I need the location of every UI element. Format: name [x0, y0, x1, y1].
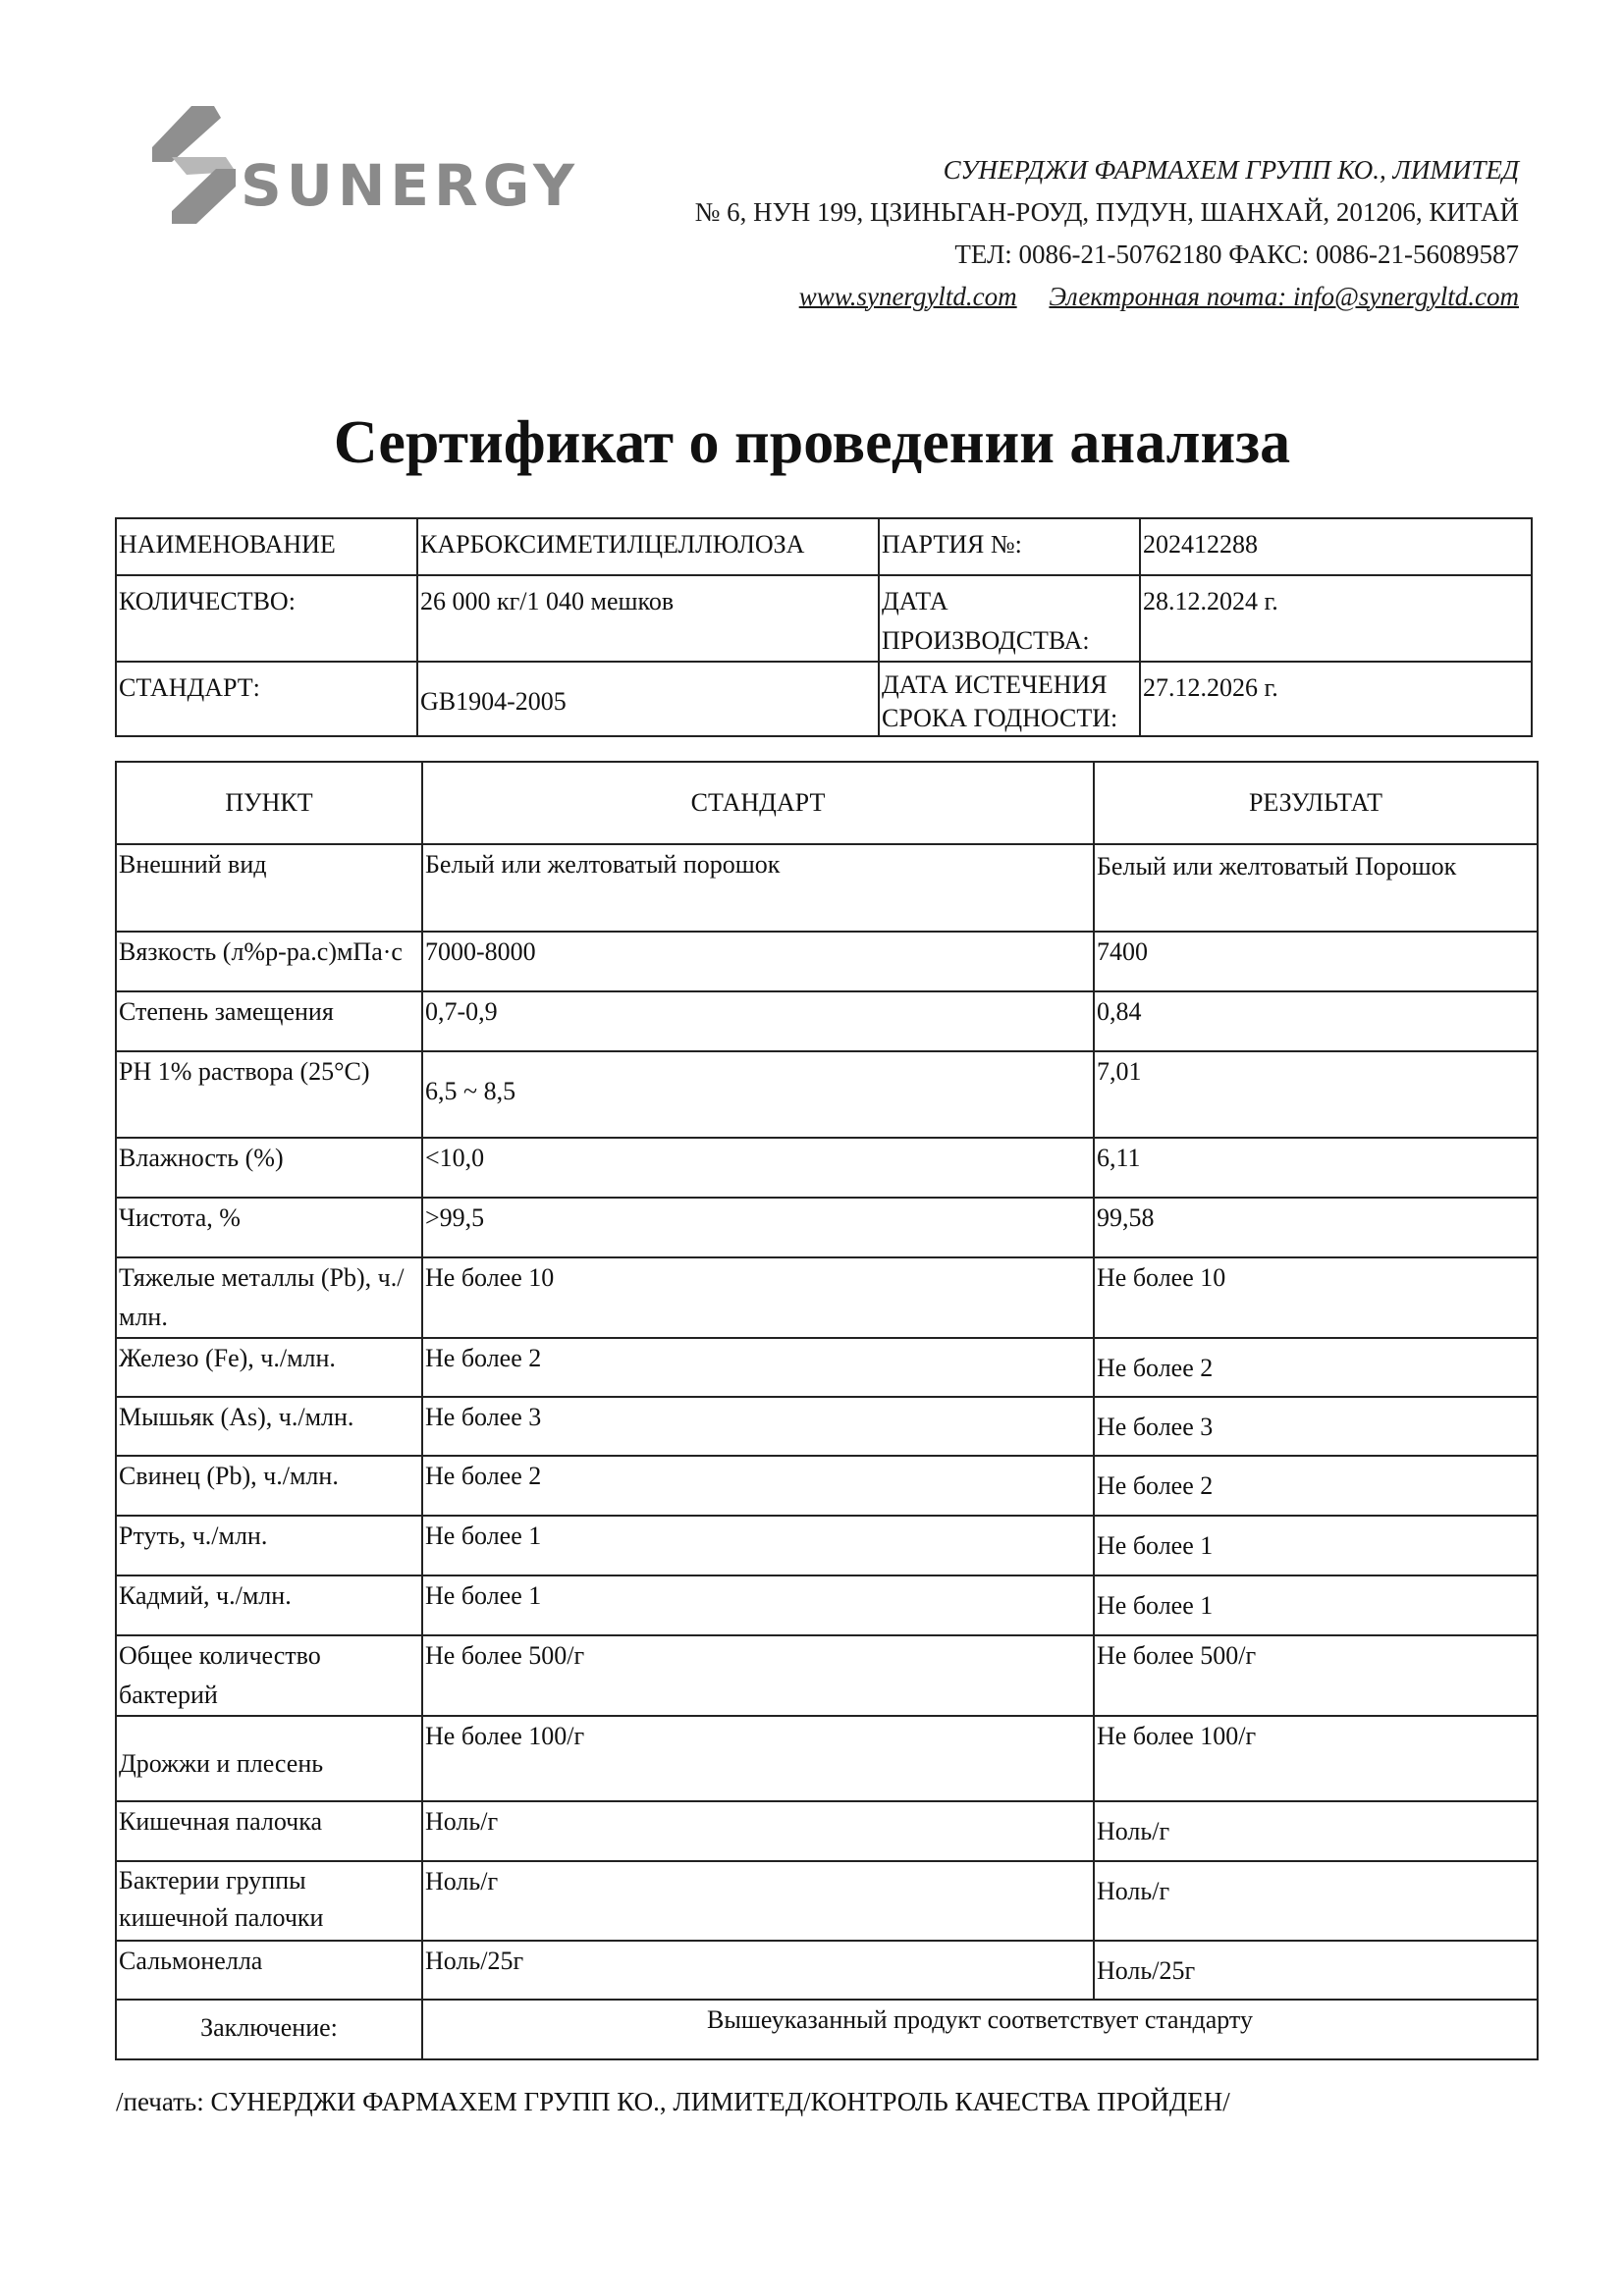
result-cell: Не более 1: [1094, 1575, 1538, 1635]
value-production-date: 28.12.2024 г.: [1140, 575, 1532, 662]
item-cell: Общее количество бактерий: [116, 1635, 422, 1716]
product-info-table: [115, 517, 1533, 737]
item-cell: Свинец (Pb), ч./млн.: [116, 1456, 422, 1516]
result-cell: Ноль/25г: [1094, 1941, 1538, 2000]
label-production-date: ДАТА ПРОИЗВОДСТВА:: [879, 575, 1140, 662]
label-quantity: КОЛИЧЕСТВО:: [116, 575, 417, 662]
item-cell: Внешний вид: [116, 844, 422, 932]
result-cell: Белый или желтоватый Порошок: [1094, 844, 1538, 932]
conclusion-label: Заключение:: [116, 2000, 422, 2059]
label-expiry-date: ДАТА ИСТЕЧЕНИЯ СРОКА ГОДНОСТИ:: [879, 662, 1140, 736]
standard-cell: >99,5: [422, 1198, 1094, 1257]
company-header: [695, 149, 1519, 318]
standard-cell: Белый или желтоватый порошок: [422, 844, 1094, 932]
result-cell: Не более 3: [1094, 1397, 1538, 1456]
conclusion-row: [116, 2000, 1538, 2059]
table-row: [116, 1941, 1538, 2000]
value-expiry-date: 27.12.2026 г.: [1140, 662, 1532, 736]
result-cell: 99,58: [1094, 1198, 1538, 1257]
info-row-name: [116, 518, 1532, 575]
header-item: ПУНКТ: [116, 762, 422, 844]
document-title: Сертификат о проведении анализа: [333, 409, 1291, 476]
table-row: [116, 991, 1538, 1051]
result-cell: 0,84: [1094, 991, 1538, 1051]
standard-cell: Не более 2: [422, 1338, 1094, 1397]
website-link[interactable]: www.synergyltd.com: [798, 282, 1017, 311]
standard-cell: Не более 1: [422, 1575, 1094, 1635]
standard-cell: Не более 2: [422, 1456, 1094, 1516]
info-row-standard: [116, 662, 1532, 736]
table-row: [116, 1456, 1538, 1516]
result-cell: Ноль/г: [1094, 1801, 1538, 1861]
value-batch: 202412288: [1140, 518, 1532, 575]
table-row: [116, 1138, 1538, 1198]
result-cell: Ноль/г: [1094, 1861, 1538, 1941]
logo-s-mark-icon: [147, 98, 255, 226]
table-row: [116, 1051, 1538, 1138]
logo-wordmark: SUNERGY: [241, 152, 580, 219]
standard-cell: Не более 1: [422, 1516, 1094, 1575]
label-standard: СТАНДАРТ:: [116, 662, 417, 736]
value-name: КАРБОКСИМЕТИЛЦЕЛЛЮЛОЗА: [417, 518, 879, 575]
standard-cell: Не более 100/г: [422, 1716, 1094, 1801]
standard-cell: 0,7-0,9: [422, 991, 1094, 1051]
item-cell: Ртуть, ч./млн.: [116, 1516, 422, 1575]
table-row: [116, 844, 1538, 932]
standard-cell: Ноль/г: [422, 1801, 1094, 1861]
table-row: [116, 932, 1538, 991]
table-row: [116, 1338, 1538, 1397]
result-cell: Не более 2: [1094, 1338, 1538, 1397]
company-logo: [147, 98, 580, 226]
table-row: [116, 1635, 1538, 1716]
company-address: № 6, НУН 199, ЦЗИНЬГАН-РОУД, ПУДУН, ШАНХАЙ, 201206, КИТАЙ: [694, 197, 1519, 227]
company-phones: ТЕЛ: 0086-21-50762180 ФАКС: 0086-21-56089587: [954, 240, 1519, 269]
item-cell: Степень замещения: [116, 991, 422, 1051]
table-row: [116, 1198, 1538, 1257]
item-cell: Влажность (%): [116, 1138, 422, 1198]
item-cell: Тяжелые металлы (Pb), ч./млн.: [116, 1257, 422, 1338]
label-name: НАИМЕНОВАНИЕ: [116, 518, 417, 575]
standard-cell: Ноль/г: [422, 1861, 1094, 1941]
info-row-quantity: [116, 575, 1532, 662]
item-cell: Кадмий, ч./млн.: [116, 1575, 422, 1635]
result-cell: Не более 1: [1094, 1516, 1538, 1575]
result-cell: Не более 500/г: [1094, 1635, 1538, 1716]
standard-cell: Не более 10: [422, 1257, 1094, 1338]
email-link[interactable]: Электронная почта: info@synergyltd.com: [1049, 282, 1519, 311]
standard-cell: Не более 3: [422, 1397, 1094, 1456]
standard-cell: Ноль/25г: [422, 1941, 1094, 2000]
conclusion-text: Вышеуказанный продукт соответствует стандарту: [422, 2000, 1538, 2059]
table-row: [116, 1257, 1538, 1338]
standard-cell: 7000-8000: [422, 932, 1094, 991]
table-row: [116, 1516, 1538, 1575]
stamp-note: /печать: СУНЕРДЖИ ФАРМАХЕМ ГРУПП КО., ЛИМИТЕД/КОНТРОЛЬ КАЧЕСТВА ПРОЙДЕН/: [116, 2087, 1230, 2116]
result-cell: 6,11: [1094, 1138, 1538, 1198]
header-standard: СТАНДАРТ: [422, 762, 1094, 844]
standard-cell: <10,0: [422, 1138, 1094, 1198]
table-row: [116, 1575, 1538, 1635]
result-cell: 7,01: [1094, 1051, 1538, 1138]
result-cell: Не более 10: [1094, 1257, 1538, 1338]
value-standard: GB1904-2005: [417, 662, 879, 736]
table-row: [116, 1397, 1538, 1456]
company-name: СУНЕРДЖИ ФАРМАХЕМ ГРУПП КО., ЛИМИТЕД: [943, 155, 1519, 185]
result-cell: Не более 100/г: [1094, 1716, 1538, 1801]
item-cell: Чистота, %: [116, 1198, 422, 1257]
item-cell: Железо (Fe), ч./млн.: [116, 1338, 422, 1397]
item-cell: Вязкость (л%р-ра.с)мПа·с: [116, 932, 422, 991]
analysis-results-table: [115, 761, 1539, 2060]
item-cell: Мышьяк (As), ч./млн.: [116, 1397, 422, 1456]
value-quantity: 26 000 кг/1 040 мешков: [417, 575, 879, 662]
standard-cell: Не более 500/г: [422, 1635, 1094, 1716]
item-cell: Сальмонелла: [116, 1941, 422, 2000]
item-cell: Бактерии группы кишечной палочки: [116, 1861, 422, 1941]
table-row: [116, 1861, 1538, 1941]
results-header-row: [116, 762, 1538, 844]
table-row: [116, 1716, 1538, 1801]
table-row: [116, 1801, 1538, 1861]
item-cell: PH 1% раствора (25°C): [116, 1051, 422, 1138]
label-batch: ПАРТИЯ №:: [879, 518, 1140, 575]
header-result: РЕЗУЛЬТАТ: [1094, 762, 1538, 844]
item-cell: Дрожжи и плесень: [116, 1716, 422, 1801]
standard-cell: 6,5 ~ 8,5: [422, 1051, 1094, 1138]
result-cell: Не более 2: [1094, 1456, 1538, 1516]
item-cell: Кишечная палочка: [116, 1801, 422, 1861]
result-cell: 7400: [1094, 932, 1538, 991]
